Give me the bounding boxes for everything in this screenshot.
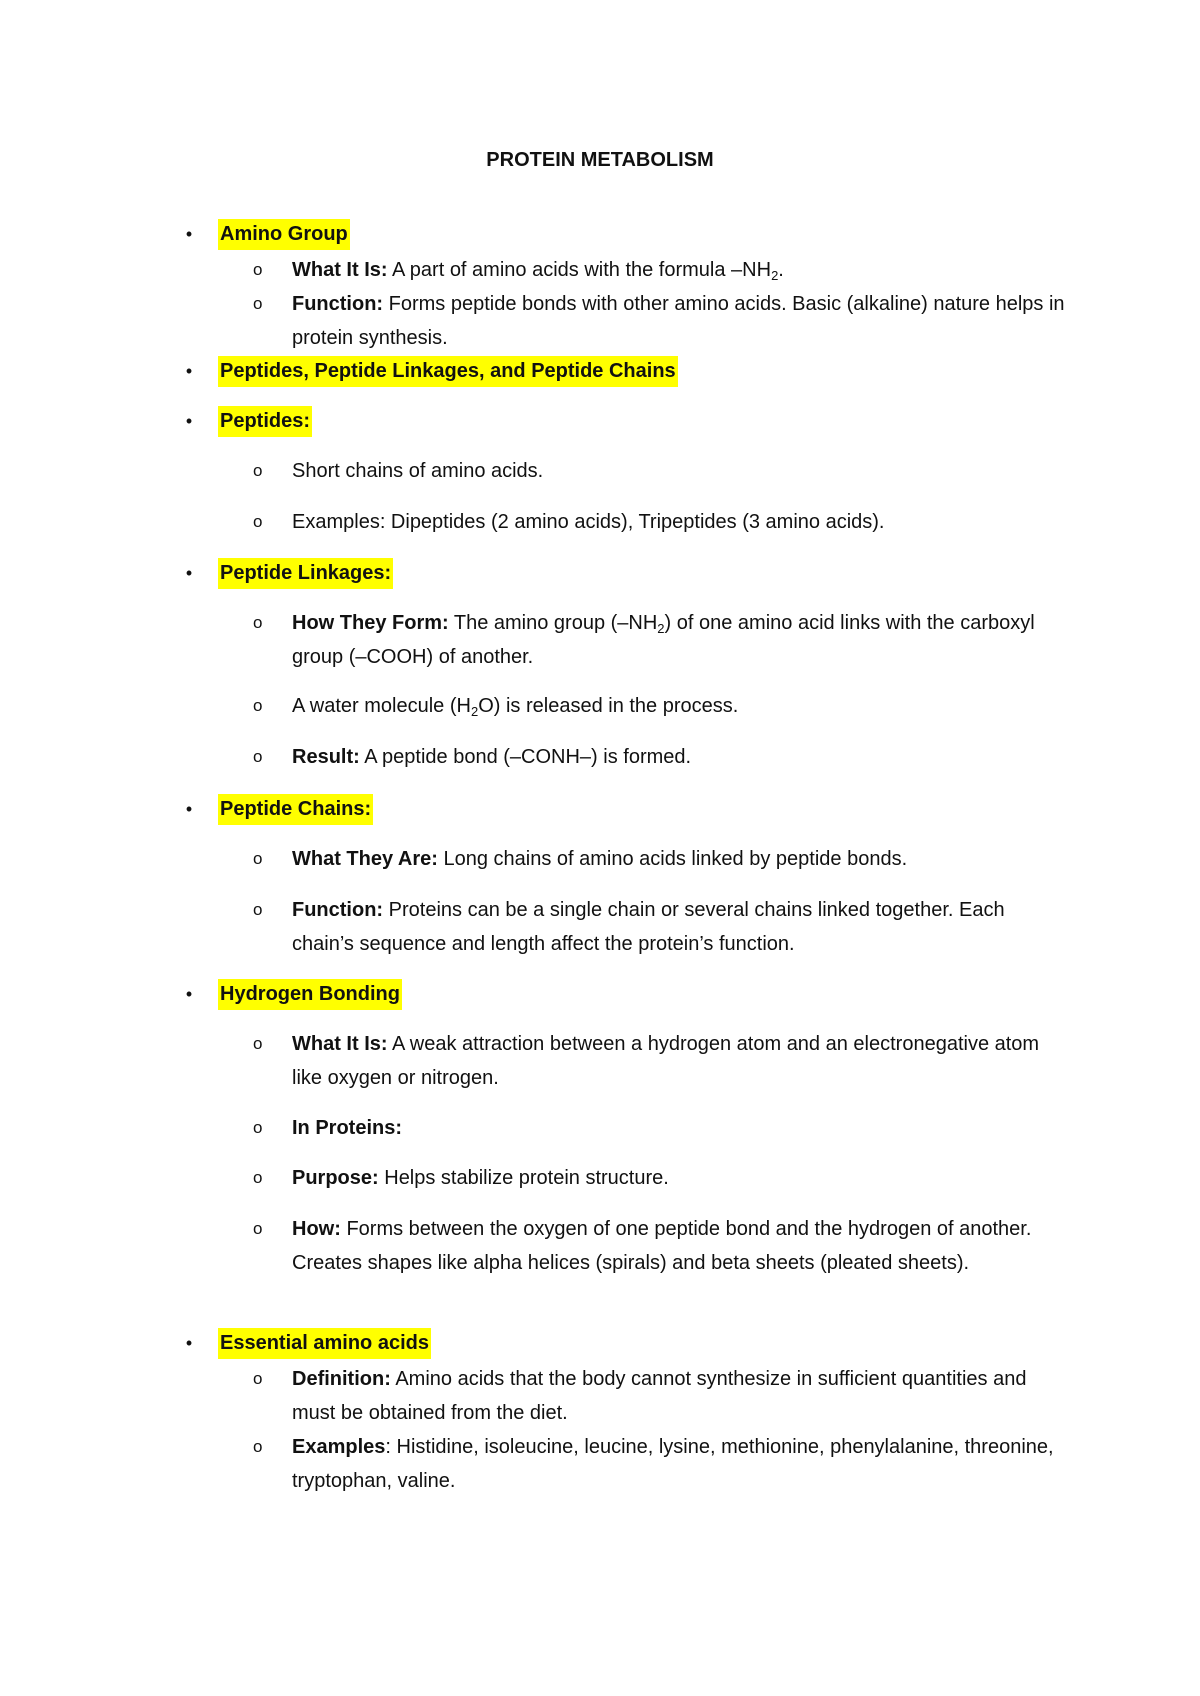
item-text: A water molecule $(H_2O)$ is released in the process. bbox=[292, 695, 739, 719]
item-label: Function: bbox=[292, 293, 384, 315]
sub-bullet: o bbox=[253, 1219, 263, 1238]
page-title: PROTEIN METABOLISM bbox=[486, 149, 714, 171]
section-heading: Hydrogen Bonding bbox=[218, 979, 402, 1010]
sub-bullet: o bbox=[253, 1369, 263, 1388]
item-text: Definition: Amino acids that the body cannot synthesize in sufficient quantities and must be obtained from the diet. bbox=[292, 1368, 1027, 1424]
bullet: • bbox=[185, 563, 193, 583]
section-heading: Peptides, Peptide Linkages, and Peptide Chains bbox=[218, 356, 678, 387]
item-label: Definition: bbox=[292, 1368, 391, 1390]
item-label: Function: bbox=[292, 899, 384, 921]
sub-bullet: o bbox=[253, 849, 263, 868]
item-label: What They Are: bbox=[292, 848, 438, 870]
section-heading: Peptides: bbox=[218, 406, 312, 437]
item-text: What It Is: A part of amino acids with the formula $-NH_2$. bbox=[292, 259, 784, 283]
bullet: • bbox=[185, 799, 193, 819]
sub-bullet: o bbox=[253, 1118, 263, 1137]
item-label: What It Is: bbox=[292, 1033, 388, 1055]
item-label: How They Form: bbox=[292, 612, 449, 634]
item-text: Function: Proteins can be a single chain or several chains linked together. Each chain’s sequence and length affect the protein’s function. bbox=[292, 899, 1005, 955]
item-text: Result: A peptide bond (–CONH–) is formed. bbox=[292, 746, 692, 768]
item-label: What It Is: bbox=[292, 259, 388, 281]
bullet: • bbox=[185, 411, 193, 431]
item-text: Examples: Dipeptides (2 amino acids), Tripeptides (3 amino acids). bbox=[292, 511, 885, 533]
item-text: What They Are: Long chains of amino acids linked by peptide bonds. bbox=[292, 848, 908, 870]
sub-bullet: o bbox=[253, 1034, 263, 1053]
section-heading: Essential amino acids bbox=[218, 1328, 431, 1359]
sub-bullet: o bbox=[253, 294, 263, 313]
sub-bullet: o bbox=[253, 696, 263, 715]
sub-bullet: o bbox=[253, 512, 263, 531]
item-text bbox=[292, 1111, 1072, 1145]
sub-bullet: o bbox=[253, 461, 263, 480]
bullet: • bbox=[185, 984, 193, 1004]
sub-bullet: o bbox=[253, 900, 263, 919]
item-label: Purpose: bbox=[292, 1167, 379, 1189]
section-heading: Peptide Chains: bbox=[218, 794, 373, 825]
sub-bullet: o bbox=[253, 1437, 263, 1456]
item-text: How They Form: The amino group $(-NH_2)$ of one amino acid links with the carboxyl group (–COOH) of another. bbox=[292, 612, 1035, 668]
bullet: • bbox=[185, 224, 193, 244]
item-label: Result: bbox=[292, 746, 360, 768]
item-label: How: bbox=[292, 1218, 341, 1240]
item-label: Examples bbox=[292, 1436, 386, 1458]
item-text: Examples: Histidine, isoleucine, leucine, lysine, methionine, phenylalanine, threonine, tryptophan, valine. bbox=[292, 1436, 1054, 1492]
bullet: • bbox=[185, 1333, 193, 1353]
sub-bullet: o bbox=[253, 260, 263, 279]
sub-bullet: o bbox=[253, 1168, 263, 1187]
bullet: • bbox=[185, 361, 193, 381]
item-text: Short chains of amino acids. bbox=[292, 460, 544, 482]
section-heading: Peptide Linkages: bbox=[218, 558, 393, 589]
item-text: Function: Forms peptide bonds with other amino acids. Basic (alkaline) nature helps in protein synthesis. bbox=[292, 293, 1065, 349]
item-text: Purpose: Helps stabilize protein structure. bbox=[292, 1167, 669, 1189]
item-text: What It Is: A weak attraction between a hydrogen atom and an electronegative atom like oxygen or nitrogen. bbox=[292, 1033, 1040, 1089]
item-label: In Proteins: bbox=[292, 1117, 403, 1139]
item-text: How: Forms between the oxygen of one peptide bond and the hydrogen of another. Creates shapes like alpha helices (spirals) and beta sheets (pleated sheets). bbox=[292, 1218, 1032, 1274]
sub-bullet: o bbox=[253, 613, 263, 632]
section-heading: Amino Group bbox=[218, 219, 350, 250]
sub-bullet: o bbox=[253, 747, 263, 766]
